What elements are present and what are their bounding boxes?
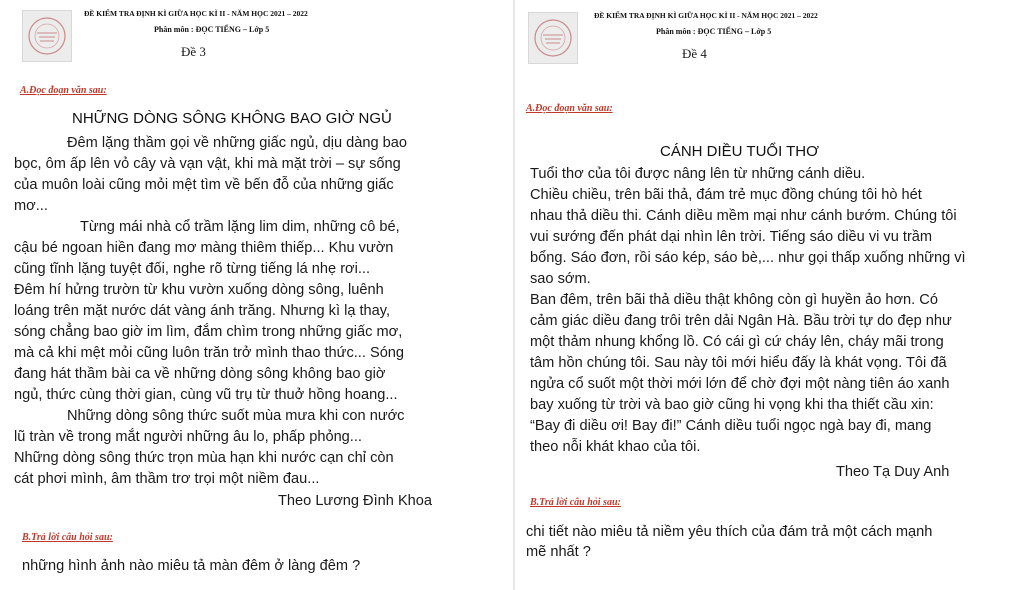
passage-line: Từng mái nhà cổ trầm lặng lim dim, những cô bé, xyxy=(80,219,400,235)
school-stamp-logo xyxy=(22,10,72,62)
passage-line: “Bay đi diều ơi! Bay đi!” Cánh diều tuổi ngọc ngà bay đi, mang xyxy=(530,418,932,434)
exam-page-de-4 xyxy=(520,0,1024,590)
question-line: mẽ nhất ? xyxy=(526,544,591,560)
exam-title: ĐỀ KIỂM TRA ĐỊNH KÌ GIỮA HỌC KÌ II - NĂM HỌC 2021 – 2022 xyxy=(84,9,308,18)
passage-line: một thảm nhung khổng lồ. Có cái gì cứ cháy lên, cháy mãi trong xyxy=(530,334,944,350)
passage-line: Tuổi thơ của tôi được nâng lên từ những cánh diều. xyxy=(530,166,866,182)
passage-line: mà cả khi mệt mỏi cũng luôn trăn trở mình thao thức... Sóng xyxy=(14,345,405,361)
passage-line: của muôn loài cũng mỏi mệt tìm về bến đỗ của những giấc xyxy=(14,177,394,193)
question-text xyxy=(22,556,360,576)
exam-number: Đề 4 xyxy=(682,46,707,61)
author-credit: Theo Lương Đình Khoa xyxy=(278,493,433,509)
passage-line: mơ... xyxy=(14,198,48,214)
question-line: những hình ảnh nào miêu tả màn đêm ở làng đêm ? xyxy=(22,558,361,574)
passage-line: Đêm hí hửng trườn từ khu vườn xuống dòng sông, luênh xyxy=(14,282,384,298)
passage-line: bọc, ôm ấp lên vỏ cây và vạn vật, khi mà mặt trời – sự sống xyxy=(14,156,401,172)
passage-line: vui sướng đến phát dại nhìn lên trời. Tiếng sáo diều vi vu trầm xyxy=(530,229,933,245)
passage-line: Ban đêm, trên bãi thả diều thật không còn gì huyền ảo hơn. Có xyxy=(530,292,938,308)
passage-line: Những dòng sông thức suốt mùa mưa khi con nước xyxy=(67,408,405,424)
story-title: CÁNH DIỀU TUỔI THƠ xyxy=(660,143,819,160)
passage-line: đang hát thầm bài ca về những dòng sông không bao giờ xyxy=(14,366,386,382)
section-a-label: A.Đọc đoạn văn sau: xyxy=(20,85,107,96)
passage-line: sóng chẳng bao giờ im lìm, đắm chìm trong những giấc mơ, xyxy=(14,324,403,340)
reading-passage xyxy=(14,133,407,490)
school-stamp-logo xyxy=(528,12,578,64)
section-b-label: B.Trả lời câu hỏi sau: xyxy=(22,532,113,543)
author-credit: Theo Tạ Duy Anh xyxy=(836,464,950,480)
exam-number: Đề 3 xyxy=(181,44,206,59)
passage-line: ngửa cổ suốt một thời mới lớn để chờ đợi một nàng tiên áo xanh xyxy=(530,376,950,392)
passage-line: Đêm lặng thầm gọi về những giấc ngủ, dịu dàng bao xyxy=(67,135,407,151)
passage-line: theo nỗi khát khao của tôi. xyxy=(530,439,701,455)
section-b-label: B.Trả lời câu hỏi sau: xyxy=(530,497,621,508)
exam-title: ĐỀ KIỂM TRA ĐỊNH KÌ GIỮA HỌC KÌ II - NĂM HỌC 2021 – 2022 xyxy=(594,11,818,20)
question-line: chi tiết nào miêu tả niềm yêu thích của đám trả một cách mạnh xyxy=(526,524,933,540)
passage-line: bổng. Sáo đơn, rồi sáo kép, sáo bè,... như gọi thấp xuống những vì xyxy=(530,250,966,266)
passage-line: tâm hồn chúng tôi. Sau này tôi mới hiểu đấy là khát vọng. Tôi đã xyxy=(530,355,947,371)
passage-line: cảm giác diều đang trôi trên dải Ngân Hà. Bầu trời tự do đẹp như xyxy=(530,313,952,329)
column-divider xyxy=(513,0,515,590)
subject-line: Phân môn : ĐỌC TIẾNG – Lớp 5 xyxy=(656,27,772,36)
passage-line: bay xuống từ trời và bao giờ cũng hi vọng khi tha thiết cầu xin: xyxy=(530,397,934,413)
passage-line: lũ tràn về trong mắt người những âu lo, phấp phỏng... xyxy=(14,429,362,445)
passage-line: cậu bé ngoan hiền đang mơ màng thiêm thiếp... Khu vườn xyxy=(14,240,394,256)
passage-line: loáng trên mặt nước dát vàng ánh trăng. Nhưng kì lạ thay, xyxy=(14,303,391,319)
section-a-label: A.Đọc đoạn văn sau: xyxy=(526,103,613,114)
reading-passage xyxy=(530,164,966,458)
question-text xyxy=(526,522,932,562)
subject-line: Phân môn : ĐỌC TIẾNG – Lớp 5 xyxy=(154,25,270,34)
passage-line: Chiều chiều, trên bãi thả, đám trẻ mục đồng chúng tôi hò hét xyxy=(530,187,922,203)
passage-line: ngủ, thức cùng thời gian, cùng vũ trụ từ thuở hồng hoang... xyxy=(14,387,398,403)
passage-line: nhau thả diều thi. Cánh diều mềm mại như cánh bướm. Chúng tôi xyxy=(530,208,957,224)
story-title: NHỮNG DÒNG SÔNG KHÔNG BAO GIỜ NGỦ xyxy=(72,110,392,127)
passage-line: cát phơi mình, âm thầm trơ trọi một niềm đau... xyxy=(14,471,320,487)
passage-line: Những dòng sông thức trọn mùa hạn khi nước cạn chỉ còn xyxy=(14,450,394,466)
passage-line: cũng tĩnh lặng tuyệt đối, nghe rõ từng tiếng lá nhẹ rơi... xyxy=(14,261,371,277)
passage-line: sao sớm. xyxy=(530,271,591,287)
